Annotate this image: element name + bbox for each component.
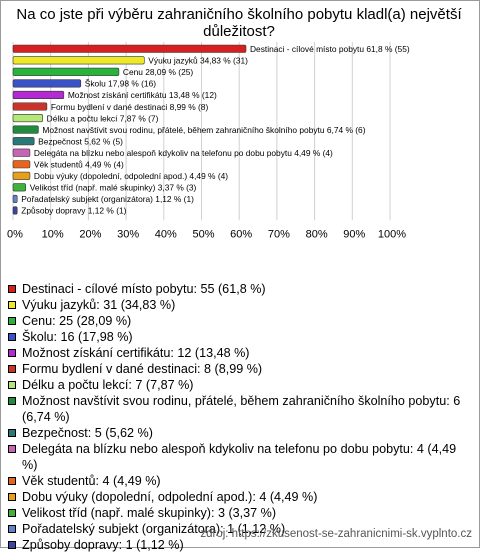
- bars: [13, 44, 410, 216]
- bar-data-label: Formu bydlení v dané destinaci 8,99 % (8): [50, 101, 209, 112]
- legend: [8, 281, 474, 553]
- legend-swatch: [8, 349, 16, 357]
- legend-item: [8, 361, 474, 377]
- bar: [13, 184, 26, 192]
- x-tick-label: 90%: [343, 228, 366, 241]
- x-tick-label: 60%: [230, 228, 253, 241]
- bar: [13, 172, 30, 180]
- x-tick-label: 80%: [305, 228, 328, 241]
- legend-swatch: [8, 429, 16, 437]
- bar: [13, 149, 30, 157]
- legend-item: [8, 281, 474, 297]
- legend-swatch: [8, 445, 16, 453]
- bar: [13, 103, 47, 111]
- bar: [13, 80, 81, 88]
- bar-data-label: Pořadatelský subjekt (organizátora) 1,12 % (1): [21, 194, 194, 205]
- legend-label: Možnost navštívit svou rodinu, přátelé, během zahraničního školního pobytu: 6 (6,74 %): [22, 394, 461, 424]
- x-tick-label: 20%: [79, 228, 102, 241]
- bar-data-label: Výuku jazyků 34,83 % (31): [148, 55, 248, 66]
- bar-data-label: Cenu 28,09 % (25): [122, 67, 194, 78]
- bar: [13, 45, 246, 53]
- bar-data-label: Školu 17,98 % (16): [84, 78, 157, 89]
- legend-item: [8, 425, 474, 441]
- legend-swatch: [8, 493, 16, 501]
- legend-item: [8, 297, 474, 313]
- x-tick-label: 70%: [267, 228, 290, 241]
- legend-item: [8, 377, 474, 393]
- bar-data-label: Délku a počtu lekcí 7,87 % (7): [46, 113, 159, 124]
- bar-data-label: Možnost získání certifikátu 13,48 % (12): [67, 90, 217, 101]
- x-tick-label: 50%: [192, 228, 215, 241]
- source-note: zdroj: https://zkusenost-se-zahranicnimi-sk.vyplnto.cz: [200, 528, 472, 540]
- legend-label: Delegáta na blízku nebo alespoň kdykoliv na telefonu po dobu pobytu: 4 (4,49 %): [22, 442, 457, 472]
- legend-label: Možnost získání certifikátu: 12 (13,48 %): [22, 346, 250, 360]
- legend-label: Školu: 16 (17,98 %): [22, 330, 133, 344]
- legend-item: [8, 345, 474, 361]
- bar: [13, 68, 119, 76]
- legend-swatch: [8, 509, 16, 517]
- legend-label: Způsoby dopravy: 1 (1,12 %): [22, 538, 184, 552]
- legend-item: [8, 329, 474, 345]
- bar-data-label: Možnost navštívit svou rodinu, přátelé, během zahraničního školního pobytu 6,74 % (6): [42, 124, 366, 135]
- legend-item: [8, 505, 474, 521]
- bar-data-label: Způsoby dopravy 1,12 % (1): [21, 205, 127, 216]
- legend-label: Destinaci - cílové místo pobytu: 55 (61,8 %): [22, 282, 266, 296]
- legend-swatch: [8, 365, 16, 373]
- bar-data-label: Destinaci - cílové místo pobytu 61,8 % (55): [249, 44, 410, 54]
- legend-item: [8, 489, 474, 505]
- legend-label: Dobu výuky (dopolední, odpolední apod.): 4 (4,49 %): [22, 490, 318, 504]
- legend-swatch: [8, 285, 16, 293]
- bar: [13, 137, 34, 145]
- bar: [13, 114, 43, 122]
- bar: [13, 91, 64, 99]
- bar-data-label: Dobu výuky (dopolední, odpolední apod.) 4,49 % (4): [33, 171, 229, 182]
- legend-label: Délku a počtu lekcí: 7 (7,87 %): [22, 378, 194, 392]
- x-tick-label: 30%: [117, 228, 140, 241]
- legend-label: Pořadatelský subjekt (organizátora): 1 (1,12 %): [22, 522, 286, 536]
- bar-data-label: Věk studentů 4,49 % (4): [33, 159, 124, 170]
- legend-label: Formu bydlení v dané destinaci: 8 (8,99 %): [22, 362, 263, 376]
- x-tick-label: 100%: [377, 228, 407, 241]
- legend-item: [8, 393, 474, 425]
- x-tick-label: 10%: [41, 228, 64, 241]
- x-tick-label: 40%: [154, 228, 177, 241]
- legend-swatch: [8, 525, 16, 533]
- bar-data-label: Bezpečnost 5,62 % (5): [38, 136, 123, 147]
- legend-swatch: [8, 333, 16, 341]
- bar: [13, 161, 30, 169]
- bar-data-label: Velikost tříd (např. malé skupinky) 3,37 % (3): [29, 182, 197, 193]
- legend-item: [8, 441, 474, 473]
- chart-title: Na co jste při výběru zahraničního školního pobytu kladl(a) největší důležitost?: [16, 6, 462, 40]
- bar: [13, 126, 38, 134]
- legend-swatch: [8, 317, 16, 325]
- legend-swatch: [8, 301, 16, 309]
- legend-swatch: [8, 381, 16, 389]
- legend-swatch: [8, 397, 16, 405]
- bar: [13, 195, 17, 203]
- x-tick-label: 0%: [7, 228, 23, 241]
- legend-label: Velikost tříd (např. malé skupinky): 3 (3,37 %): [22, 506, 277, 520]
- legend-label: Cenu: 25 (28,09 %): [22, 314, 132, 328]
- legend-label: Výuku jazyků: 31 (34,83 %): [22, 298, 176, 312]
- x-axis-ticks: [7, 228, 406, 240]
- legend-item: [8, 313, 474, 329]
- legend-label: Bezpečnost: 5 (5,62 %): [22, 426, 153, 440]
- bar: [13, 57, 144, 65]
- legend-label: Věk studentů: 4 (4,49 %): [22, 474, 161, 488]
- bar: [13, 207, 17, 215]
- bar-data-label: Delegáta na blízku nebo alespoň kdykoliv na telefonu po dobu pobytu 4,49 % (4): [33, 147, 333, 158]
- legend-swatch: [8, 477, 16, 485]
- legend-item: [8, 473, 474, 489]
